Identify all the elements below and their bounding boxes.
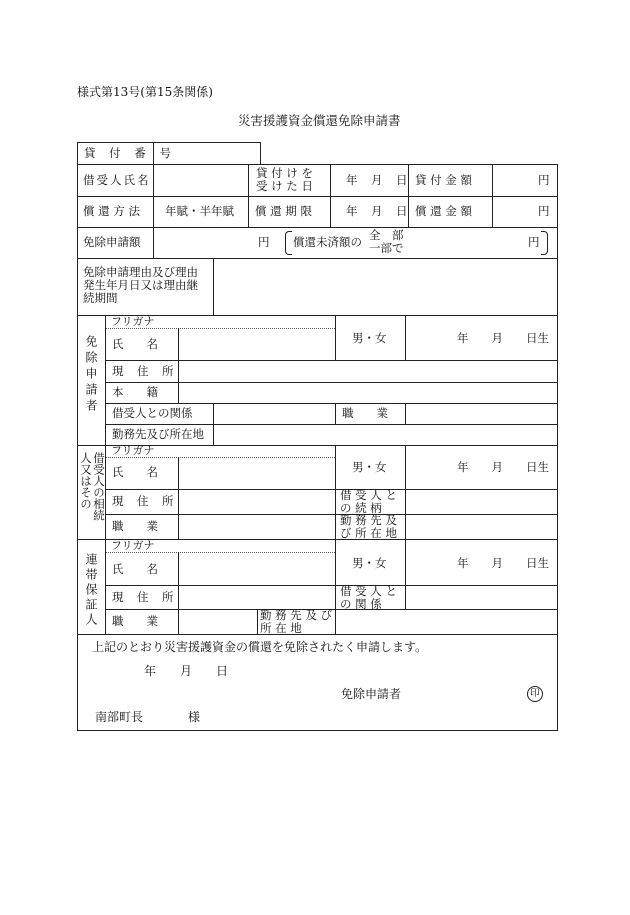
bracket-right xyxy=(541,231,548,255)
unpaid-part[interactable]: 一部で xyxy=(369,241,404,255)
applicant-name-label: 氏 名 xyxy=(112,337,158,351)
applicant-furigana-label: フリガナ xyxy=(111,315,155,328)
applicant-domicile-field[interactable] xyxy=(180,383,556,402)
applicant-address-label: 現 住 所 xyxy=(112,364,175,378)
reason-label-1: 免除申請理由及び理由 xyxy=(83,265,198,279)
borrower-name-label: 借受人氏名 xyxy=(83,173,151,187)
applicant-birth[interactable]: 年 月 日生 xyxy=(457,331,549,345)
loan-date-ymd[interactable]: 年 月 日 xyxy=(346,173,409,187)
applicant-relation-field[interactable] xyxy=(215,404,333,423)
application-date[interactable]: 年 月 日 xyxy=(144,664,229,678)
repay-method-value[interactable]: 年賦・半年賦 xyxy=(165,204,234,218)
heir-sex[interactable]: 男・女 xyxy=(352,460,387,474)
guarantor-address-label: 現 住 所 xyxy=(112,590,175,604)
applicant-signature-label: 免除申請者 xyxy=(341,687,402,701)
applicant-job-label: 職 業 xyxy=(342,406,388,420)
applicant-job-field[interactable] xyxy=(407,404,556,423)
guarantor-relation-field[interactable] xyxy=(407,586,556,608)
repay-method-label: 償 還 方 法 xyxy=(83,204,140,218)
applicant-workplace-field[interactable] xyxy=(215,425,556,444)
guarantor-section-label: 連帯保証人 xyxy=(84,553,98,628)
bracket-left xyxy=(285,231,292,255)
loan-number-label: 貸 付 番 号 xyxy=(84,146,176,160)
guarantor-workplace-label-2: 所 在 地 xyxy=(260,621,302,635)
guarantor-name-field[interactable] xyxy=(180,554,333,584)
guarantor-furigana-label: フリガナ xyxy=(111,539,155,552)
applicant-signature-field[interactable] xyxy=(410,684,510,702)
unpaid-label: 償還未済額の xyxy=(293,235,362,249)
applicant-name-field[interactable] xyxy=(180,330,333,359)
guarantor-relation-label-1: 借 受 人 と xyxy=(340,584,397,598)
guarantor-relation-label-2: の 関 係 xyxy=(340,597,382,611)
loan-amount-label: 貸 付 金 額 xyxy=(415,173,472,187)
guarantor-workplace-field[interactable] xyxy=(337,610,556,633)
applicant-section-label: 免除申請者 xyxy=(84,335,98,415)
heir-name-field[interactable] xyxy=(180,459,333,488)
guarantor-job-field[interactable] xyxy=(180,610,255,633)
borrower-name-field[interactable] xyxy=(154,165,247,195)
exempt-amount-field[interactable] xyxy=(154,228,254,257)
applicant-workplace-label: 勤務先及び所在地 xyxy=(112,427,204,441)
repay-amount-field[interactable] xyxy=(493,197,533,226)
loan-date-label-1: 貸 付 け を xyxy=(256,166,313,180)
heir-furigana-label: フリガナ xyxy=(111,444,155,457)
reason-label-3: 続期間 xyxy=(83,291,118,305)
addressee: 南部町長 xyxy=(95,710,144,724)
heir-workplace-label-2: び 所 在 地 xyxy=(340,526,397,540)
form-number: 様式第13号(第15条関係) xyxy=(77,85,213,99)
guarantor-workplace-label-1: 勤 務 先 及 び xyxy=(260,608,333,622)
heir-birth[interactable]: 年 月 日生 xyxy=(457,460,549,474)
unpaid-all[interactable]: 全 部 xyxy=(369,228,404,242)
heir-workplace-label-1: 勤 務 先 及 xyxy=(340,513,397,527)
heir-relation-label-2: の 続 柄 xyxy=(340,501,382,515)
loan-number-field[interactable] xyxy=(154,143,259,163)
applicant-sex[interactable]: 男・女 xyxy=(352,331,387,345)
reason-label-2: 発生年月日又は理由継 xyxy=(83,278,198,292)
heir-relation-field[interactable] xyxy=(407,490,556,513)
page-title: 災害援護資金償還免除申請書 xyxy=(238,113,401,128)
addressee-honorific: 様 xyxy=(188,710,201,724)
heir-workplace-field[interactable] xyxy=(407,515,556,538)
unpaid-yen: 円 xyxy=(528,235,540,249)
applicant-furigana-field[interactable] xyxy=(180,316,333,327)
applicant-address-field[interactable] xyxy=(180,361,556,381)
applicant-relation-label: 借受人との関係 xyxy=(112,406,193,420)
repay-amount-label: 償 還 金 額 xyxy=(415,204,472,218)
statement: 上記のとおり災害援護資金の償還を免除されたく申請します。 xyxy=(92,640,428,654)
reason-field[interactable] xyxy=(214,259,556,314)
repay-period-label: 償 還 期 限 xyxy=(255,204,312,218)
guarantor-job-label: 職 業 xyxy=(112,614,158,628)
guarantor-furigana-field[interactable] xyxy=(180,540,333,551)
heir-relation-label-1: 借 受 人 と xyxy=(340,488,397,502)
guarantor-address-field[interactable] xyxy=(180,586,333,608)
heir-name-label: 氏 名 xyxy=(112,465,158,479)
heir-job-field[interactable] xyxy=(180,515,333,538)
heir-address-field[interactable] xyxy=(180,490,333,513)
heir-furigana-field[interactable] xyxy=(180,446,333,456)
exempt-amount-yen: 円 xyxy=(258,235,270,249)
guarantor-birth[interactable]: 年 月 日生 xyxy=(457,556,549,570)
heir-job-label: 職 業 xyxy=(112,519,158,533)
heir-address-label: 現 住 所 xyxy=(112,494,175,508)
seal-mark: 印 xyxy=(527,686,543,702)
loan-date-label-2: 受 け た 日 xyxy=(256,179,313,193)
heir-section-label: 借受人の相続人又はその xyxy=(79,452,106,521)
guarantor-name-label: 氏 名 xyxy=(112,562,158,576)
exempt-amount-label: 免除申請額 xyxy=(83,235,141,249)
guarantor-sex[interactable]: 男・女 xyxy=(352,556,387,570)
loan-amount-yen: 円 xyxy=(538,173,550,187)
repay-amount-yen: 円 xyxy=(538,204,550,218)
repay-period-ymd[interactable]: 年 月 日 xyxy=(346,204,409,218)
applicant-domicile-label: 本 籍 xyxy=(112,385,158,399)
loan-amount-field[interactable] xyxy=(493,165,533,195)
